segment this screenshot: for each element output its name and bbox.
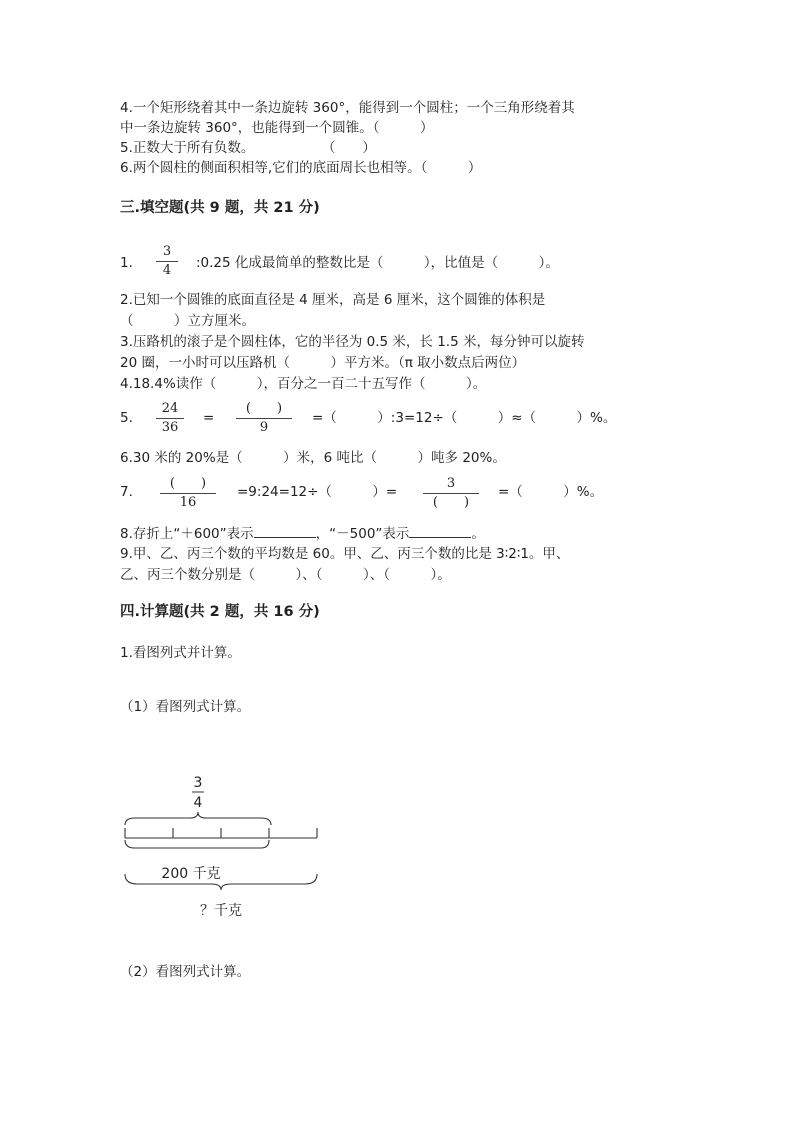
fill-q3-line2: 20 圈，一小时可以压路机（ ）平方米。（π 取小数点后两位）: [120, 355, 526, 371]
fill-q1-fraction: [156, 244, 178, 279]
diagram-total-label: ？千克: [200, 903, 242, 919]
fraction-denominator: 16: [179, 495, 197, 510]
fraction-numerator: ( ): [245, 401, 283, 416]
fill-q8-end: 。: [471, 526, 485, 542]
fill-q7-text-1: =9:24=12÷（ ）=: [237, 484, 398, 500]
fill-q6: 6.30 米的 20%是（ ）米，6 吨比（ ）吨多 20%。: [120, 450, 506, 466]
top-brace: [125, 812, 271, 825]
fraction-bar: [236, 418, 292, 419]
answer-blank: [254, 523, 316, 538]
calc-q1: 1.看图列式并计算。: [120, 645, 241, 661]
fraction-denominator: 4: [162, 263, 172, 278]
fraction-bar: [156, 418, 184, 419]
total-brace: [125, 874, 317, 890]
fill-q5-text: =（ ）:3=12÷（ ）≈（ ）%。: [312, 410, 617, 426]
bar-model-diagram: [115, 770, 335, 920]
tf-q6: 6.两个圆柱的侧面积相等,它们的底面周长也相等。（ ）: [120, 160, 482, 176]
fill-q9-line1: 9.甲、乙、丙三个数的平均数是 60。甲、乙、丙三个数的比是 3∶2∶1。甲、: [120, 546, 570, 562]
fill-q3-line1: 3.压路机的滚子是个圆柱体，它的半径为 0.5 米，长 1.5 米，每分钟可以旋转: [120, 334, 585, 350]
fill-q1-number: 1.: [120, 255, 133, 271]
fraction-denominator: 36: [161, 420, 179, 435]
fill-q2-line1: 2.已知一个圆锥的底面直径是 4 厘米，高是 6 厘米，这个圆锥的体积是: [120, 292, 546, 308]
fill-q8: [120, 523, 485, 544]
fill-q7-number: 7.: [120, 484, 133, 500]
fraction-numerator: 3: [446, 476, 456, 491]
section-heading-calculation: 四.计算题(共 2 题，共 16 分): [120, 604, 320, 620]
diagram-known-label: 200 千克: [161, 866, 221, 882]
fill-q5-fraction-1: [156, 401, 184, 436]
fraction-bar: [156, 261, 178, 262]
fraction-denominator: 9: [259, 420, 269, 435]
fill-q8-prefix: 8.存折上“＋600”表示: [120, 526, 254, 542]
known-part-brace: [125, 840, 269, 848]
fraction-bar: [423, 493, 479, 494]
answer-blank: [409, 523, 471, 538]
tf-q4-line2: 中一条边旋转 360°，也能得到一个圆锥。（ ）: [120, 120, 434, 136]
fraction-numerator: ( ): [169, 476, 207, 491]
calc-sub2: （2）看图列式计算。: [120, 964, 251, 980]
fraction-numerator: 3: [162, 244, 172, 259]
fill-q7-fraction-1: [160, 476, 216, 511]
calc-sub1: （1）看图列式计算。: [120, 699, 251, 715]
fill-q2-line2: （ ）立方厘米。: [120, 313, 255, 329]
tf-q4-line1: 4.一个矩形绕着其中一条边旋转 360°，能得到一个圆柱；一个三角形绕着其: [120, 100, 575, 116]
section-heading-fill-blank: 三.填空题(共 9 题，共 21 分): [120, 200, 320, 216]
fraction-bar: [160, 493, 216, 494]
fill-q5-number: 5.: [120, 410, 133, 426]
fill-q8-middle: ，“－500”表示: [315, 526, 410, 542]
fill-q5-fraction-2: [236, 401, 292, 436]
diagram-fraction-numerator: 3: [193, 775, 203, 791]
diagram-fraction-denominator: 4: [193, 795, 203, 811]
tf-q5: 5.正数大于所有负数。 （ ）: [120, 140, 376, 156]
fill-q9-line2: 乙、丙三个数分别是（ ）、（ ）、（ ）。: [120, 567, 451, 583]
fraction-denominator: ( ): [432, 495, 470, 510]
fill-q7-fraction-2: [423, 476, 479, 511]
fill-q1-text: :0.25 化成最简单的整数比是（ ），比值是（ ）。: [196, 255, 559, 271]
fill-q4: 4.18.4%读作（ ），百分之一百二十五写作（ ）。: [120, 376, 487, 392]
fill-q5-equals: =: [203, 410, 215, 426]
fill-q7-text-2: =（ ）%。: [498, 484, 604, 500]
fraction-numerator: 24: [161, 401, 179, 416]
